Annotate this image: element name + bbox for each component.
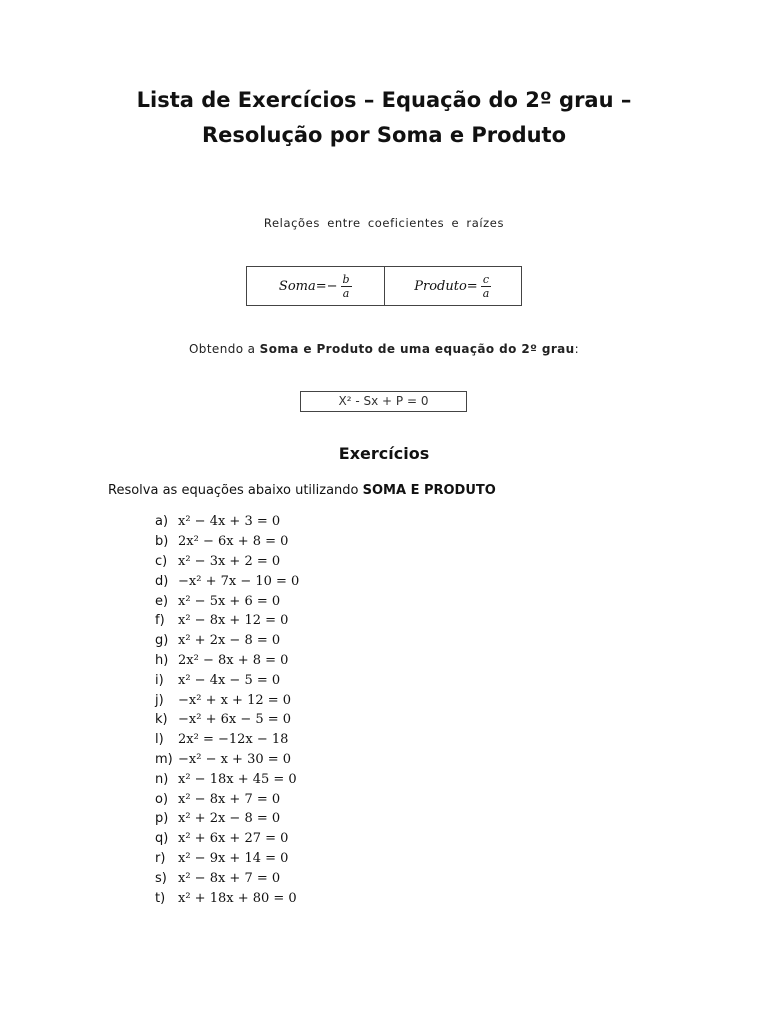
- obtendo-text: [0, 342, 768, 356]
- soma-label: Soma=−: [278, 278, 338, 294]
- exercise-item: [155, 631, 299, 651]
- exercise-label: g): [155, 633, 169, 649]
- exercise-item: [155, 750, 299, 770]
- exercise-item: [155, 512, 299, 532]
- exercise-label: h): [155, 652, 169, 668]
- exercise-equation: x² − 8x + 7 = 0: [178, 870, 281, 886]
- exercise-label: p): [155, 811, 169, 827]
- exercise-equation: x² − 4x − 5 = 0: [178, 672, 281, 688]
- exercise-label: q): [155, 831, 169, 847]
- exercise-item: [155, 789, 299, 809]
- instruction-prefix: Resolva as equações abaixo utilizando: [108, 483, 363, 498]
- exercise-item: [155, 769, 299, 789]
- exercise-label: d): [155, 573, 169, 589]
- exercises-instruction: [108, 483, 496, 498]
- exercise-equation: −x² − x + 30 = 0: [178, 751, 292, 767]
- soma-fraction: [341, 273, 352, 300]
- exercise-item: [155, 849, 299, 869]
- exercise-label: b): [155, 534, 169, 550]
- exercise-equation: x² − 4x + 3 = 0: [178, 514, 281, 530]
- exercise-label: r): [155, 850, 166, 866]
- exercise-item: [155, 829, 299, 849]
- page-title-line-1: Lista de Exercícios – Equação do 2º grau –: [136, 88, 632, 112]
- obtendo-suffix: :: [574, 342, 580, 356]
- exercise-label: s): [155, 870, 167, 886]
- obtendo-bold: Soma e Produto de uma equação do 2º grau: [259, 342, 575, 356]
- produto-formula: [384, 267, 522, 305]
- exercise-label: k): [155, 712, 168, 728]
- exercise-label: j): [155, 692, 164, 708]
- exercise-label: l): [155, 732, 164, 748]
- exercise-equation: x² − 8x + 7 = 0: [178, 791, 281, 807]
- soma-formula: [247, 267, 384, 305]
- exercise-equation: x² − 8x + 12 = 0: [178, 613, 289, 629]
- exercise-equation: x² − 9x + 14 = 0: [178, 850, 289, 866]
- soma-denominator: a: [342, 286, 350, 300]
- exercise-label: i): [155, 672, 164, 688]
- obtendo-prefix: Obtendo a: [188, 342, 260, 356]
- exercise-label: n): [155, 771, 169, 787]
- exercise-equation: 2x² = −12x − 18: [178, 732, 289, 748]
- produto-numerator: c: [482, 272, 490, 286]
- exercise-item: [155, 651, 299, 671]
- exercise-item: [155, 571, 299, 591]
- exercise-equation: x² − 3x + 2 = 0: [178, 553, 281, 569]
- soma-numerator: b: [342, 272, 350, 286]
- exercise-equation: x² + 18x + 80 = 0: [178, 890, 297, 906]
- exercise-equation: −x² + x + 12 = 0: [178, 692, 292, 708]
- exercise-equation: x² + 6x + 27 = 0: [178, 831, 289, 847]
- exercise-equation: 2x² − 6x + 8 = 0: [178, 534, 289, 550]
- page-title-line-2: Resolução por Soma e Produto: [201, 123, 567, 147]
- exercise-item: [155, 611, 299, 631]
- relations-formula-table: [246, 266, 522, 306]
- exercise-list: [155, 512, 299, 908]
- exercise-label: f): [155, 613, 165, 629]
- exercise-equation: −x² + 7x − 10 = 0: [178, 573, 300, 589]
- exercise-item: [155, 868, 299, 888]
- exercise-equation: 2x² − 8x + 8 = 0: [178, 652, 289, 668]
- general-equation-box: X² - Sx + P = 0: [300, 391, 467, 412]
- exercise-item: [155, 670, 299, 690]
- exercise-item: [155, 591, 299, 611]
- exercise-equation: x² + 2x − 8 = 0: [178, 811, 281, 827]
- exercise-item: [155, 532, 299, 552]
- relations-caption: Relações entre coeficientes e raízes: [263, 216, 505, 230]
- exercise-label: c): [155, 553, 168, 569]
- exercise-item: [155, 888, 299, 908]
- exercise-item: [155, 552, 299, 572]
- produto-fraction: [481, 273, 492, 300]
- exercise-equation: x² − 5x + 6 = 0: [178, 593, 281, 609]
- exercise-equation: x² − 18x + 45 = 0: [178, 771, 297, 787]
- exercise-item: [155, 710, 299, 730]
- exercise-item: [155, 730, 299, 750]
- exercise-equation: x² + 2x − 8 = 0: [178, 633, 281, 649]
- exercise-label: a): [155, 514, 169, 530]
- exercise-label: m): [155, 751, 173, 767]
- exercise-label: e): [155, 593, 169, 609]
- exercise-label: o): [155, 791, 169, 807]
- exercise-item: [155, 690, 299, 710]
- exercise-label: t): [155, 890, 166, 906]
- exercises-heading: Exercícios: [338, 444, 430, 463]
- produto-label: Produto=: [414, 278, 478, 294]
- produto-denominator: a: [482, 286, 490, 300]
- exercise-item: [155, 809, 299, 829]
- instruction-bold: SOMA E PRODUTO: [362, 483, 496, 498]
- exercise-equation: −x² + 6x − 5 = 0: [178, 712, 292, 728]
